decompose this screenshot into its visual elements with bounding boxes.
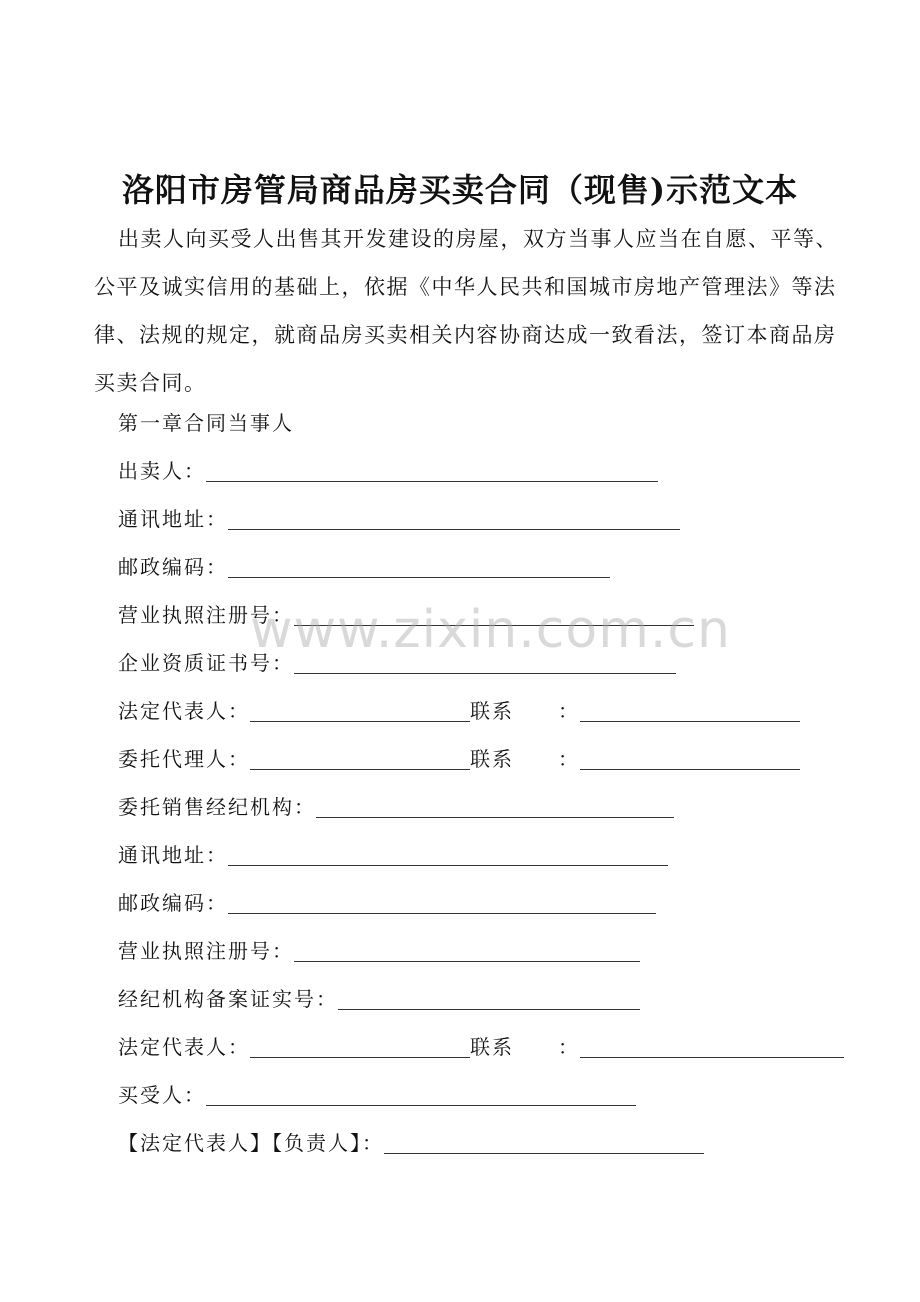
contact2-label: 联系 ： (470, 747, 580, 771)
agent-row (118, 742, 800, 772)
chapter-heading-text: 第一章合同当事人 (118, 411, 294, 435)
sales-agency-row (118, 790, 674, 820)
legal-rep1-blank[interactable] (250, 699, 470, 722)
license2-label: 营业执照注册号： (118, 939, 294, 963)
address2-blank[interactable] (228, 843, 668, 866)
address2-label: 通讯地址： (118, 843, 228, 867)
contact1-label: 联系 ： (470, 699, 580, 723)
sales-agency-blank[interactable] (316, 795, 674, 818)
postcode1-label: 邮政编码： (118, 555, 228, 579)
agent-blank[interactable] (250, 747, 470, 770)
seller-blank[interactable] (206, 459, 658, 482)
license1-label: 营业执照注册号： (118, 603, 294, 627)
qualification-row (118, 646, 676, 676)
legal-rep2-blank[interactable] (250, 1035, 470, 1058)
buyer-row (118, 1078, 636, 1108)
postcode1-blank[interactable] (228, 555, 610, 578)
address2-row (118, 838, 668, 868)
agency-record-row (118, 982, 640, 1012)
intro-paragraph: 出卖人向买受人出售其开发建设的房屋，双方当事人应当在自愿、平等、公平及诚实信用的基础上，依据《中华人民共和国城市房地产管理法》等法律、法规的规定，就商品房买卖相关内容协商达成一致看法，签订本商品房买卖合同。 (94, 227, 838, 395)
qualification-label: 企业资质证书号： (118, 651, 294, 675)
sales-agency-label: 委托销售经纪机构： (118, 795, 316, 819)
contact3-blank[interactable] (580, 1035, 844, 1058)
legal-rep2-row (118, 1030, 844, 1060)
license2-row (118, 934, 640, 964)
address1-label: 通讯地址： (118, 507, 228, 531)
license1-row (118, 598, 694, 628)
agent-label: 委托代理人： (118, 747, 250, 771)
document-title: 洛阳市房管局商品房买卖合同（现售)示范文本 (121, 171, 799, 209)
postcode2-label: 邮政编码： (118, 891, 228, 915)
license2-blank[interactable] (294, 939, 640, 962)
agency-record-blank[interactable] (338, 987, 640, 1010)
rep-or-head-blank[interactable] (384, 1131, 704, 1154)
contact1-blank[interactable] (580, 699, 800, 722)
legal-rep2-label: 法定代表人： (118, 1035, 250, 1059)
rep-or-head-row (118, 1126, 704, 1156)
legal-rep1-label: 法定代表人： (118, 699, 250, 723)
license1-blank[interactable] (294, 603, 694, 626)
chapter-heading (118, 406, 294, 436)
address1-blank[interactable] (228, 507, 680, 530)
postcode2-blank[interactable] (228, 891, 656, 914)
contact2-blank[interactable] (580, 747, 800, 770)
postcode2-row (118, 886, 656, 916)
qualification-blank[interactable] (294, 651, 676, 674)
legal-rep1-row (118, 694, 800, 724)
address1-row (118, 502, 680, 532)
contact3-label: 联系 ： (470, 1035, 580, 1059)
buyer-blank[interactable] (206, 1083, 636, 1106)
watermark-text: www.zixin.com.cn (250, 600, 731, 660)
seller-label: 出卖人： (118, 459, 206, 483)
postcode1-row (118, 550, 610, 580)
agency-record-label: 经纪机构备案证实号： (118, 987, 338, 1011)
rep-or-head-label: 【法定代表人】【负责人】： (118, 1131, 384, 1155)
buyer-label: 买受人： (118, 1083, 206, 1107)
seller-row (118, 454, 658, 484)
